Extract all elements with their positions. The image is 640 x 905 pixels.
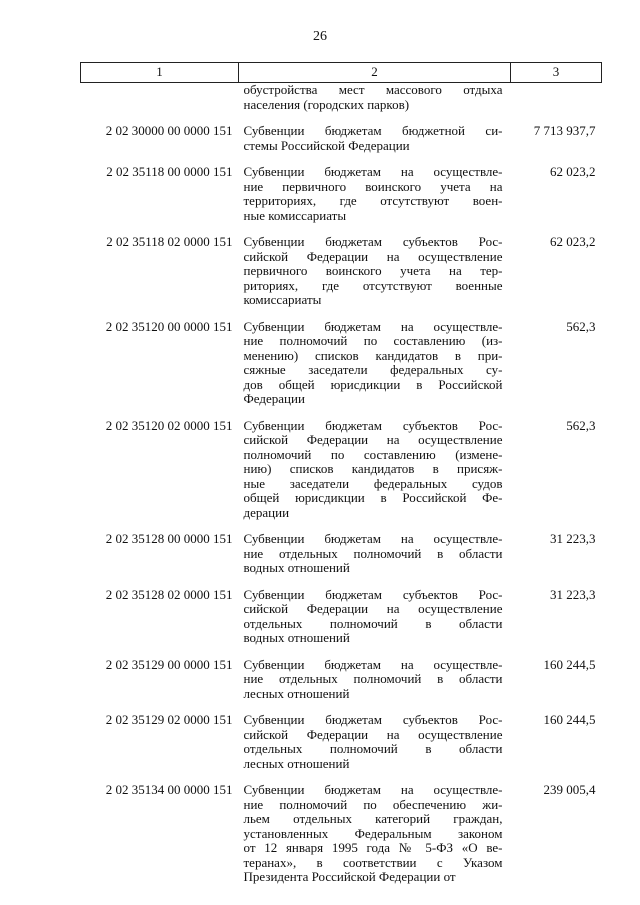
description-line: отдельных полномочий в области <box>243 741 503 756</box>
description-line: Субвенции бюджетам субъектов Рос- <box>243 234 503 249</box>
row-spacer-cell <box>81 576 602 588</box>
budget-code: 2 02 35120 02 0000 151 <box>105 417 233 433</box>
description-line: отдельных полномочий в области <box>243 615 503 631</box>
description-line: комиссариаты <box>243 292 322 307</box>
table-body <box>81 83 602 885</box>
description-line: первичного воинского учета на тер- <box>243 263 503 278</box>
description-line: лесных отношений <box>243 685 350 701</box>
description-line: теранах», в соответствии с Указом <box>243 854 503 870</box>
page-number: 26 <box>313 29 327 44</box>
description <box>239 532 511 576</box>
budget-table <box>80 62 602 885</box>
description-line: риториях, где отсутствуют военные <box>243 277 503 293</box>
table-row <box>81 320 602 407</box>
amount: 239 005,4 <box>543 782 596 797</box>
table-row <box>81 658 602 702</box>
table-row <box>81 588 602 646</box>
description <box>239 320 511 407</box>
description-line: Субвенции бюджетам субъектов Рос- <box>243 586 503 602</box>
table-row <box>81 783 602 885</box>
table-row <box>81 419 602 521</box>
row-spacer <box>81 308 602 320</box>
amount: 160 244,5 <box>543 656 596 672</box>
row-spacer-cell <box>81 646 602 658</box>
amount: 31 223,3 <box>550 531 596 546</box>
description-line: Федерации <box>243 391 305 406</box>
description-line: сийской Федерации на осуществление <box>243 248 503 264</box>
budget-code: 2 02 35120 00 0000 151 <box>105 318 233 334</box>
amount: 62 023,2 <box>550 164 596 179</box>
row-spacer <box>81 407 602 419</box>
description-line: территориях, где отсутствуют воен- <box>243 193 503 208</box>
column-header-1: 1 <box>81 63 239 83</box>
column-header-3: 3 <box>511 63 602 83</box>
description <box>239 165 511 223</box>
amount: 160 244,5 <box>543 712 596 727</box>
budget-code: 2 02 35118 02 0000 151 <box>106 234 233 249</box>
amount: 31 223,3 <box>550 586 596 602</box>
budget-code <box>81 83 239 113</box>
description-line: дов общей юрисдикции в Российской <box>243 376 503 392</box>
description <box>239 124 511 153</box>
description-line: Субвенции бюджетам на осуществле- <box>243 318 503 334</box>
table-header-row <box>81 63 602 83</box>
description-line: населения (городских парков) <box>243 96 410 112</box>
budget-code: 2 02 35128 02 0000 151 <box>105 586 233 602</box>
table-row <box>81 124 602 153</box>
budget-code: 2 02 35134 00 0000 151 <box>105 782 233 797</box>
description-line: Субвенции бюджетам на осуществле- <box>243 782 503 797</box>
description-line: ние полномочий по обеспечению жи- <box>243 796 503 812</box>
description-line: сийской Федерации на осуществление <box>243 432 503 447</box>
description <box>239 658 511 702</box>
description-line: Субвенции бюджетам бюджетной си- <box>243 123 503 138</box>
description-line: Президента Российской Федерации от <box>243 869 456 884</box>
description-line: Субвенции бюджетам на осуществле- <box>243 164 503 179</box>
description-line: Субвенции бюджетам на осуществле- <box>243 531 503 546</box>
description-line: сийской Федерации на осуществление <box>243 726 503 742</box>
description-line: водных отношений <box>243 630 350 645</box>
description-line: общей юрисдикции в Российской Фе- <box>243 490 503 505</box>
row-spacer <box>81 576 602 588</box>
description-line: ные комиссариаты <box>243 207 347 223</box>
amount <box>511 83 602 113</box>
description <box>239 83 511 113</box>
column-header-2: 2 <box>239 63 511 83</box>
budget-code: 2 02 35128 00 0000 151 <box>105 531 233 546</box>
table-row <box>81 83 602 113</box>
row-spacer <box>81 646 602 658</box>
amount: 562,3 <box>566 417 596 433</box>
description-line: дерации <box>243 504 290 520</box>
description-line: сяжные заседатели федеральных су- <box>243 362 503 377</box>
description-line: обустройства мест массового отдыха <box>243 82 503 97</box>
description-line: ние отдельных полномочий в области <box>243 545 503 561</box>
budget-code: 2 02 35129 00 0000 151 <box>105 656 233 672</box>
description <box>239 588 511 646</box>
table-row <box>81 713 602 771</box>
amount: 62 023,2 <box>550 234 596 249</box>
description-line: установленных Федеральным законом <box>243 825 503 841</box>
description-line: нию) списков кандидатов в присяж- <box>243 461 503 476</box>
description-line: сийской Федерации на осуществление <box>243 601 503 616</box>
table-row <box>81 235 602 308</box>
description-line: полномочий по составлению (измене- <box>243 446 503 462</box>
description-line: Субвенции бюджетам на осуществле- <box>243 656 503 672</box>
amount: 7 713 937,7 <box>533 123 596 138</box>
amount: 562,3 <box>566 318 596 334</box>
description-line: ние первичного воинского учета на <box>243 178 503 194</box>
description-line: лесных отношений <box>243 755 350 771</box>
description-line: от 12 января 1995 года № 5-ФЗ «О ве- <box>243 840 503 855</box>
row-spacer-cell <box>81 308 602 320</box>
description-line: водных отношений <box>243 560 350 575</box>
description-line: стемы Российской Федерации <box>243 137 410 153</box>
budget-code: 2 02 35129 02 0000 151 <box>105 712 233 727</box>
description-line: Субвенции бюджетам субъектов Рос- <box>243 417 503 433</box>
table-row <box>81 165 602 223</box>
table-row <box>81 532 602 576</box>
description <box>239 713 511 771</box>
budget-code: 2 02 35118 00 0000 151 <box>106 164 233 179</box>
description <box>239 235 511 308</box>
budget-code: 2 02 30000 00 0000 151 <box>105 123 233 138</box>
description <box>239 783 511 885</box>
description-line: ние отдельных полномочий в области <box>243 671 503 686</box>
description-line: ные заседатели федеральных судов <box>243 475 503 491</box>
description-line: льем отдельных категорий граждан, <box>243 811 503 826</box>
description-line: менению) списков кандидатов в при- <box>243 347 503 363</box>
row-spacer-cell <box>81 407 602 419</box>
description <box>239 419 511 521</box>
description-line: Субвенции бюджетам субъектов Рос- <box>243 712 503 727</box>
description-line: ние полномочий по составлению (из- <box>243 333 503 348</box>
